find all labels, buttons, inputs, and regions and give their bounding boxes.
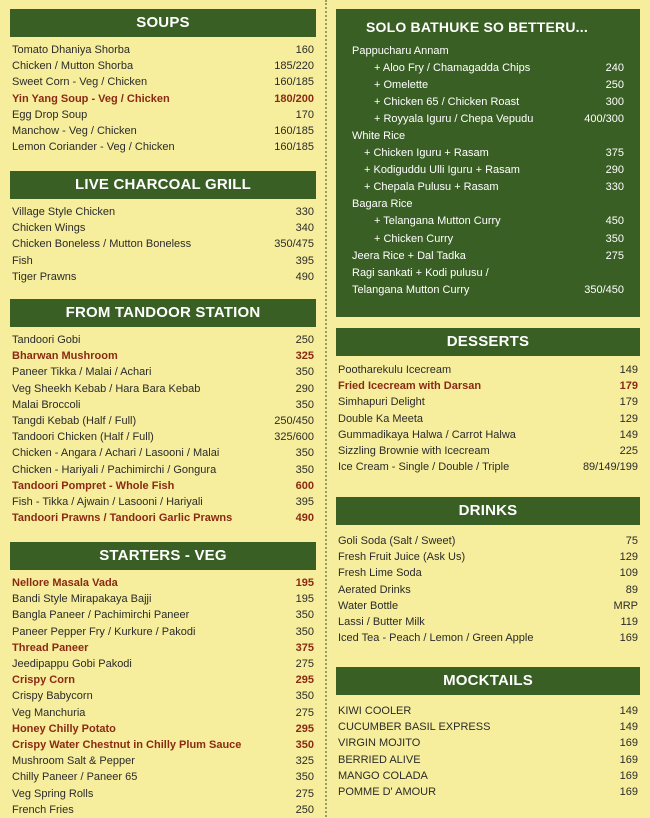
section-title-drinks: DRINKS <box>336 497 640 525</box>
solo-row: + Kodiguddu Ulli Iguru + Rasam 290 <box>364 164 624 177</box>
menu-item: French Fries 250 <box>12 803 314 816</box>
solo-row: Pappucharu Annam <box>352 44 449 57</box>
section-title-soups: SOUPS <box>10 9 316 37</box>
solo-row: + Telangana Mutton Curry 450 <box>374 215 624 228</box>
menu-item: Fresh Lime Soda 109 <box>338 567 638 580</box>
solo-row: + Royyala Iguru / Chepa Vepudu 400/300 <box>374 112 624 125</box>
menu-item: Ice Cream - Single / Double / Triple 89/149/199 <box>338 461 638 474</box>
menu-item: Water Bottle MRP <box>338 599 638 612</box>
solo-row: Jeera Rice + Dal Tadka 275 <box>352 249 624 262</box>
menu-item: Crispy Babycorn 350 <box>12 690 314 703</box>
menu-item: Tandoori Gobi 250 <box>12 334 314 347</box>
section-title-solo: SOLO BATHUKE SO BETTERU... <box>366 19 588 35</box>
section-title-grill: LIVE CHARCOAL GRILL <box>10 171 316 199</box>
menu-item-highlighted: Crispy Water Chestnut in Chilly Plum Sauce 350 <box>12 738 314 751</box>
menu-item: Tomato Dhaniya Shorba 160 <box>12 44 314 57</box>
menu-item: Chilly Paneer / Paneer 65 350 <box>12 771 314 784</box>
menu-item-highlighted: Tandoori Prawns / Tandoori Garlic Prawns 490 <box>12 512 314 525</box>
section-title-starters: STARTERS - VEG <box>10 542 316 570</box>
column-divider <box>325 0 327 817</box>
menu-item: VIRGIN MOJITO 169 <box>338 737 638 750</box>
menu-item: Manchow - Veg / Chicken 160/185 <box>12 125 314 138</box>
menu-item: Aerated Drinks 89 <box>338 583 638 596</box>
solo-section <box>336 9 640 317</box>
solo-row: + Omelette 250 <box>374 78 624 91</box>
menu-item: Veg Manchuria 275 <box>12 706 314 719</box>
menu-item: Simhapuri Delight 179 <box>338 396 638 409</box>
menu-item: Fish 395 <box>12 254 314 267</box>
mocktails-section <box>336 667 640 800</box>
menu-item-highlighted: Honey Chilly Potato 295 <box>12 722 314 735</box>
menu-item: Iced Tea - Peach / Lemon / Green Apple 169 <box>338 632 638 645</box>
section-title-mocktails: MOCKTAILS <box>336 667 640 695</box>
menu-item: Malai Broccoli 350 <box>12 398 314 411</box>
menu-item: Veg Spring Rolls 275 <box>12 787 314 800</box>
menu-item: MANGO COLADA 169 <box>338 769 638 782</box>
section-title-desserts: DESSERTS <box>336 328 640 356</box>
menu-item: Tiger Prawns 490 <box>12 270 314 283</box>
menu-item: Chicken Boneless / Mutton Boneless 350/475 <box>12 238 314 251</box>
solo-row: White Rice <box>352 130 406 143</box>
menu-item-highlighted: Nellore Masala Vada 195 <box>12 577 314 590</box>
solo-row: + Chepala Pulusu + Rasam 330 <box>364 181 624 194</box>
menu-item: Fish - Tikka / Ajwain / Lasooni / Hariyali 395 <box>12 495 314 508</box>
grill-section <box>10 171 316 285</box>
menu-item: KIWI COOLER 149 <box>338 705 638 718</box>
menu-item-highlighted: Yin Yang Soup - Veg / Chicken 180/200 <box>12 92 314 105</box>
solo-row: Bagara Rice <box>352 198 413 211</box>
menu-item: Chicken - Hariyali / Pachimirchi / Gongura 350 <box>12 463 314 476</box>
menu-item: POMME D' AMOUR 169 <box>338 786 638 799</box>
menu-item: Village Style Chicken 330 <box>12 206 314 219</box>
tandoor-section <box>10 299 316 526</box>
drinks-section <box>336 497 640 646</box>
menu-item: Paneer Pepper Fry / Kurkure / Pakodi 350 <box>12 625 314 638</box>
menu-item: Double Ka Meeta 129 <box>338 412 638 425</box>
menu-item: Bangla Paneer / Pachimirchi Paneer 350 <box>12 609 314 622</box>
solo-row: Ragi sankati + Kodi pulusu / <box>352 266 489 279</box>
menu-item: Lassi / Butter Milk 119 <box>338 616 638 629</box>
menu-item-highlighted: Thread Paneer 375 <box>12 641 314 654</box>
menu-item-highlighted: Fried Icecream with Darsan 179 <box>338 380 638 393</box>
menu-item: Goli Soda (Salt / Sweet) 75 <box>338 535 638 548</box>
menu-item: Chicken / Mutton Shorba 185/220 <box>12 60 314 73</box>
menu-item: Pootharekulu Icecream 149 <box>338 364 638 377</box>
menu-item: Veg Sheekh Kebab / Hara Bara Kebab 290 <box>12 382 314 395</box>
menu-item-highlighted: Crispy Corn 295 <box>12 674 314 687</box>
menu-item: Sizzling Brownie with Icecream 225 <box>338 445 638 458</box>
menu-item: Mushroom Salt & Pepper 325 <box>12 755 314 768</box>
desserts-section <box>336 328 640 475</box>
menu-item-highlighted: Tandoori Pompret - Whole Fish 600 <box>12 479 314 492</box>
menu-item: Sweet Corn - Veg / Chicken 160/185 <box>12 76 314 89</box>
menu-item: Gummadikaya Halwa / Carrot Halwa 149 <box>338 428 638 441</box>
menu-item: Fresh Fruit Juice (Ask Us) 129 <box>338 551 638 564</box>
soups-section <box>10 9 316 155</box>
starters-section <box>10 542 316 818</box>
menu-item: Chicken - Angara / Achari / Lasooni / Malai 350 <box>12 447 314 460</box>
menu-item: Tangdi Kebab (Half / Full) 250/450 <box>12 415 314 428</box>
section-title-tandoor: FROM TANDOOR STATION <box>10 299 316 327</box>
menu-item: Jeedipappu Gobi Pakodi 275 <box>12 658 314 671</box>
menu-item: CUCUMBER BASIL EXPRESS 149 <box>338 721 638 734</box>
menu-item: Paneer Tikka / Malai / Achari 350 <box>12 366 314 379</box>
menu-item: Bandi Style Mirapakaya Bajji 195 <box>12 593 314 606</box>
solo-row: + Chicken Curry 350 <box>374 232 624 245</box>
menu-item: Lemon Coriander - Veg / Chicken 160/185 <box>12 141 314 154</box>
menu-item: BERRIED ALIVE 169 <box>338 753 638 766</box>
menu-item: Egg Drop Soup 170 <box>12 108 314 121</box>
solo-row: Telangana Mutton Curry 350/450 <box>352 283 624 296</box>
menu-item: Tandoori Chicken (Half / Full) 325/600 <box>12 431 314 444</box>
menu-item: Chicken Wings 340 <box>12 222 314 235</box>
solo-row: + Aloo Fry / Chamagadda Chips 240 <box>374 61 624 74</box>
solo-row: + Chicken 65 / Chicken Roast 300 <box>374 95 624 108</box>
menu-item-highlighted: Bharwan Mushroom 325 <box>12 350 314 363</box>
solo-row: + Chicken Iguru + Rasam 375 <box>364 147 624 160</box>
